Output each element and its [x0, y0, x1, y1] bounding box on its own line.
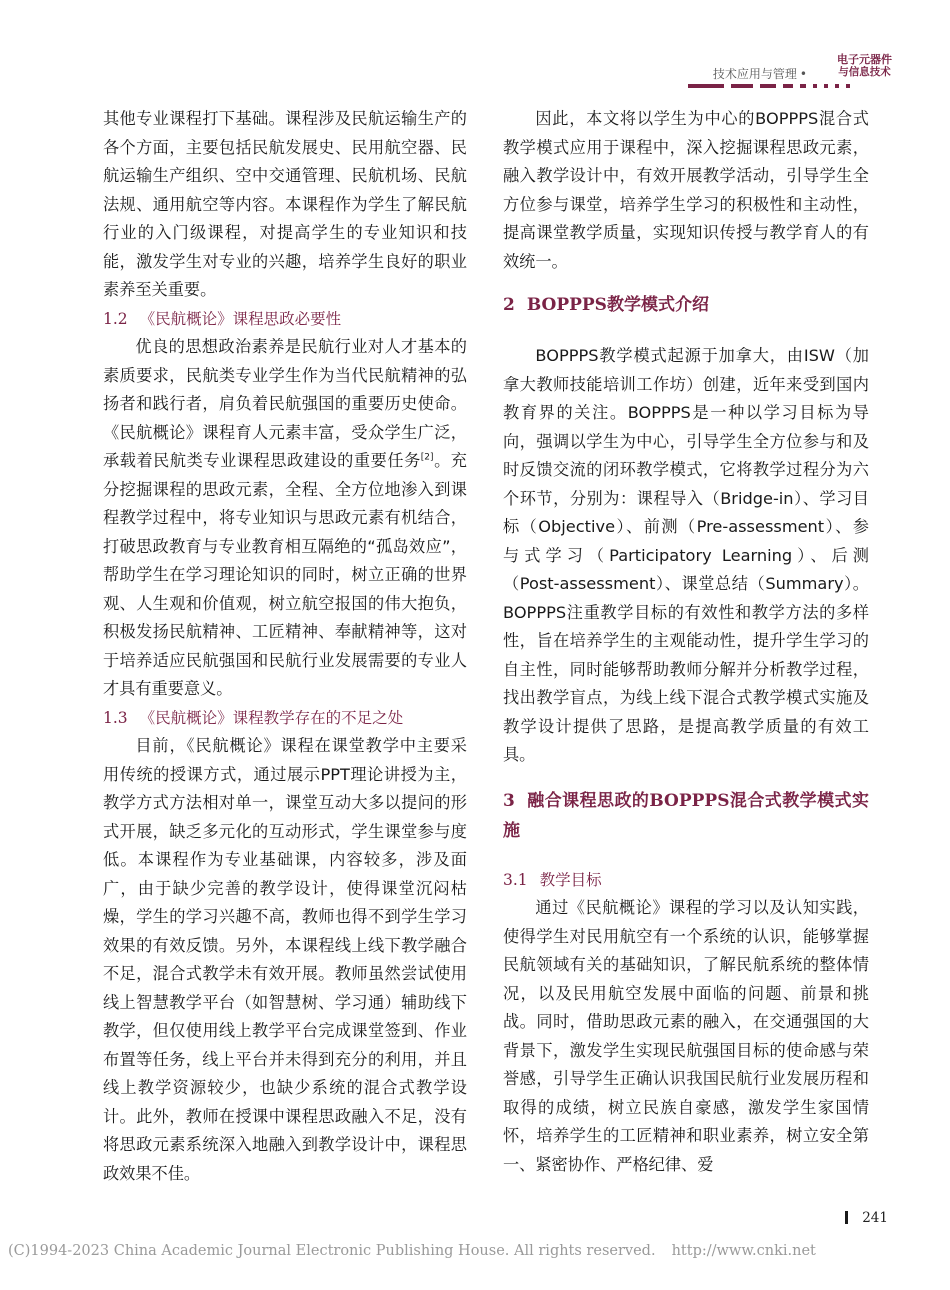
paragraph: BOPPPS教学模式起源于加拿大，由ISW（加拿大教师技能培训工作坊）创建，近年来受到国内教育界的关注。BOPPPS是一种以学习目标为导向，强调以学生为中心，引导学生全方位参与和及时反馈交流的闭环教学模式，它将教学过程分为六个环节，分别为：课程导入（Bridge-in）、学习目标（Objective）、前测（Pre-assessment）、参与式学习（Participatory Learning）、后测（Post-assessment）、课堂总结（Summary）。BOPPPS注重教学目标的有效性和教学方法的多样性，旨在培养学生的主观能动性，提升学生学习的自主性，同时能够帮助教师分解并分析教学过程，找出教学盲点，为线上线下混合式教学模式实施及教学设计提供了思路，是提高教学质量的有效工具。: [503, 346, 869, 764]
header-decoration: [688, 84, 857, 103]
paragraph: 其他专业课程打下基础。课程涉及民航运输生产的各个方面，主要包括民航发展史、民用航空器、民航运输生产组织、空中交通管理、民航机场、民航法规、通用航空等内容。本课程作为学生了解民航行业的入门级课程，对提高学生的专业知识和技能，激发学生对专业的兴趣，培养学生良好的职业素养至关重要。: [103, 109, 467, 299]
copyright-footer: [8, 1243, 948, 1259]
page-number: [845, 1210, 888, 1226]
heading-number: 2: [503, 295, 515, 315]
paragraph: 目前，《民航概论》课程在课堂教学中主要采用传统的授课方式，通过展示PPT理论讲授为主，教学方式方法相对单一，课堂互动大多以提问的形式开展，缺乏多元化的互动形式，学生课堂参与度低。本课程作为专业基础课，内容较多，涉及面广，由于缺少完善的教学设计，使得课堂沉闷枯燥，学生的学习兴趣不高，教师也得不到学生学习效果的有效反馈。另外，本课程线上线下教学融合不足，混合式教学未有效开展。教师虽然尝试使用线上智慧教学平台（如智慧树、学习通）辅助线下教学，但仅使用线上教学平台完成课堂签到、作业布置等任务，线上平台并未得到充分的利用，并且线上教学资源较少，也缺少系统的混合式教学设计。此外，教师在授课中课程思政融入不足，没有将思政元素系统深入地融入到教学设计中，课程思政效果不佳。: [103, 736, 467, 1183]
journal-title-line2: 与信息技术: [838, 66, 891, 78]
cnki-link[interactable]: http://www.cnki.net: [671, 1243, 816, 1259]
heading-title: 《民航概论》课程思政必要性: [139, 309, 342, 328]
header-separator: •: [799, 67, 807, 81]
page-number-value: 241: [862, 1210, 888, 1226]
subsection-heading: [103, 704, 467, 733]
citation-ref[interactable]: [2]: [420, 452, 434, 463]
heading-number: 3: [503, 790, 515, 811]
paragraph: 因此，本文将以学生为中心的BOPPPS混合式教学模式应用于课程中，深入挖掘课程思政元素，融入教学设计中，有效开展教学活动，引导学生全方位参与课堂，培养学生学习的积极性和主动性，提高课堂教学质量，实现知识传授与教学育人的有效统一。: [503, 109, 869, 271]
copyright-text: (C)1994-2023 China Academic Journal Electronic Publishing House. All rights reserved.: [8, 1243, 656, 1259]
heading-number: 1.2: [103, 309, 128, 328]
right-column: [503, 105, 869, 1179]
heading-title: 《民航概论》课程教学存在的不足之处: [139, 708, 404, 727]
heading-number: 3.1: [503, 870, 528, 889]
section-heading: [503, 786, 869, 846]
header-section-label: 技术应用与管理: [712, 67, 797, 81]
subsection-heading: [503, 866, 869, 895]
heading-title: 教学目标: [539, 870, 602, 889]
paragraph: 通过《民航概论》课程的学习以及认知实践，使得学生对民用航空有一个系统的认识，能够掌握民航领域有关的基础知识，了解民航系统的整体情况，以及民用航空发展中面临的问题、前景和挑战。同时，借助思政元素的融入，在交通强国的大背景下，激发学生实现民航强国目标的使命感与荣誉感，引导学生正确认识我国民航行业发展历程和取得的成绩，树立民族自豪感，激发学生家国情怀，培养学生的工匠精神和职业素养，树立安全第一、紧密协作、严格纪律、爱: [503, 898, 869, 1174]
journal-title-line1: 电子元器件: [837, 53, 892, 66]
journal-brand: [837, 54, 892, 78]
section-heading: [503, 290, 869, 320]
heading-title: 融合课程思政的BOPPPS混合式教学模式实施: [503, 790, 869, 841]
paragraph: [103, 333, 467, 704]
paragraph-text: 优良的思想政治素养是民航行业对人才基本的素质要求，民航类专业学生作为当代民航精神的弘扬者和践行者，肩负着民航强国的重要历史使命。《民航概论》课程育人元素丰富，受众学生广泛，承载着民航类专业课程思政建设的重要任务: [103, 337, 467, 470]
subsection-heading: [103, 305, 467, 334]
heading-title: BOPPPS教学模式介绍: [526, 295, 709, 315]
page-header: [0, 54, 950, 98]
paragraph-text: 。充分挖掘课程的思政元素，全程、全方位地渗入到课程教学过程中，将专业知识与思政元素有机结合，打破思政教育与专业教育相互隔绝的“孤岛效应”，帮助学生在学习理论知识的同时，树立正确的世界观、人生观和价值观，树立航空报国的伟大抱负，积极发扬民航精神、工匠精神、奉献精神等，这对于培养适应民航强国和民航行业发展需要的专业人才具有重要意义。: [103, 451, 467, 698]
left-column: [103, 105, 467, 1188]
page-number-bar: [845, 1211, 848, 1224]
heading-number: 1.3: [103, 708, 128, 727]
header-section: [713, 65, 807, 82]
